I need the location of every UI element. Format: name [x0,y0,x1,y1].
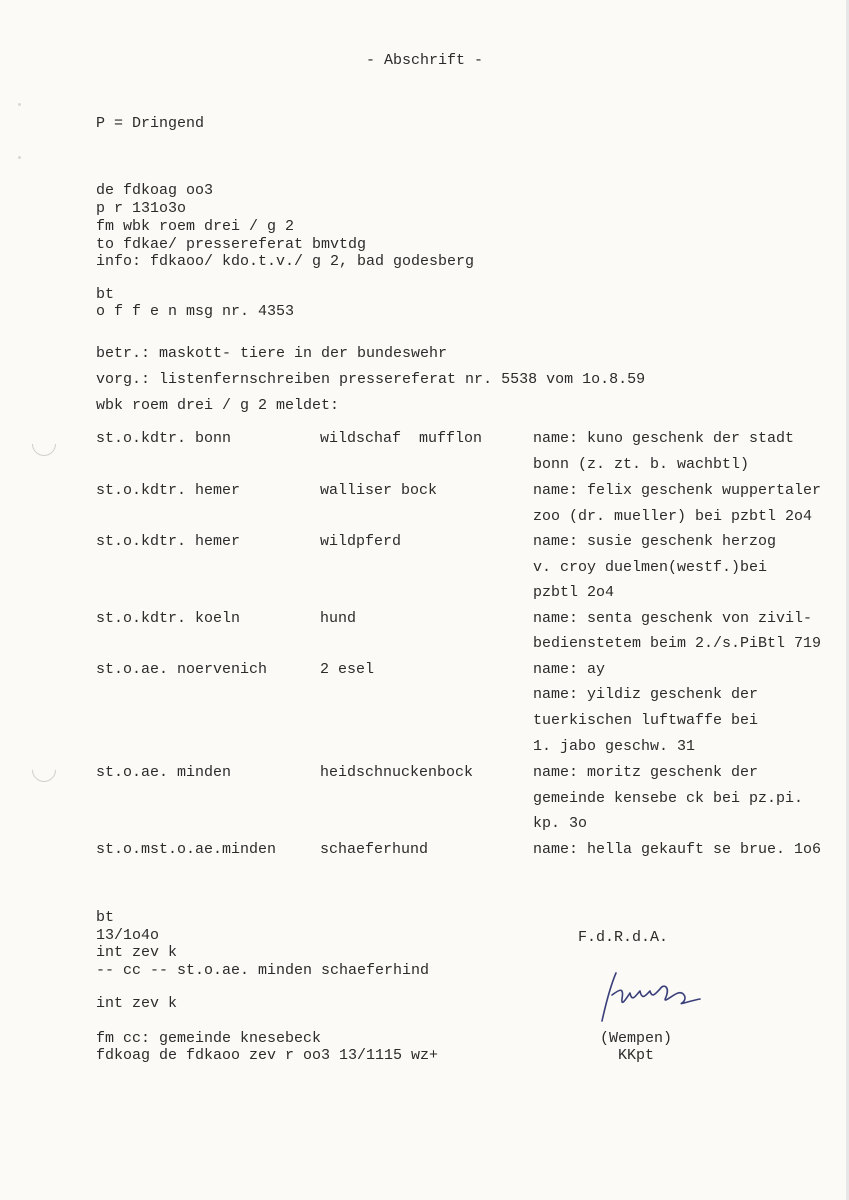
table-cell-animal: schaeferhund [320,841,429,858]
routing-line: p r 131o3o [96,200,187,217]
table-cell-animal: heidschnuckenbock [320,764,474,781]
punch-hole-mark [27,753,61,787]
table-cell-unit: st.o.ae. minden [96,764,232,781]
bt-marker: bt [96,286,115,303]
table-cell-animal: hund [320,610,357,627]
table-cell-unit: st.o.kdtr. hemer [96,533,241,550]
routing-line: de fdkoag oo3 [96,182,214,199]
table-cell-unit: st.o.kdtr. koeln [96,610,241,627]
handwritten-signature [598,965,708,1025]
signer-name: (Wempen) [600,1030,673,1047]
routing-line: info: fdkaoo/ kdo.t.v./ g 2, bad godesberg [96,253,475,270]
reference-line: vorg.: listenfernschreiben pressereferat nr. 5538 vom 1o.8.59 [96,371,646,388]
table-cell-detail: bedienstetem beim 2./s.PiBtl 719 [533,635,822,652]
paper-speck [18,103,21,106]
table-cell-detail: name: senta geschenk von zivil- [533,610,813,627]
footer-line: bt [96,909,115,926]
table-cell-detail: tuerkischen luftwaffe bei [533,712,759,729]
table-cell-detail: v. croy duelmen(westf.)bei [533,559,768,576]
table-cell-animal: 2 esel [320,661,375,678]
footer-line: 13/1o4o [96,927,160,944]
table-cell-detail: bonn (z. zt. b. wachbtl) [533,456,750,473]
footer-line: int zev k [96,995,178,1012]
table-cell-detail: name: hella gekauft se brue. 1o6 [533,841,822,858]
table-cell-detail: name: kuno geschenk der stadt [533,430,795,447]
table-cell-detail: name: yildiz geschenk der [533,686,759,703]
footer-line: fm cc: gemeinde knesebeck [96,1030,322,1047]
table-cell-detail: name: felix geschenk wuppertaler [533,482,822,499]
intro-line: wbk roem drei / g 2 meldet: [96,397,340,414]
certification-mark: F.d.R.d.A. [578,929,669,946]
routing-line: to fdkae/ pressereferat bmvtdg [96,236,367,253]
table-cell-detail: pzbtl 2o4 [533,584,615,601]
footer-line: fdkoag de fdkaoo zev r oo3 13/1115 wz+ [96,1047,439,1064]
table-cell-detail: kp. 3o [533,815,588,832]
punch-hole-mark [27,427,61,461]
table-cell-detail: 1. jabo geschw. 31 [533,738,696,755]
table-cell-unit: st.o.ae. noervenich [96,661,268,678]
subject-line: betr.: maskott- tiere in der bundeswehr [96,345,448,362]
table-cell-animal: wildschaf mufflon [320,430,483,447]
table-cell-unit: st.o.kdtr. bonn [96,430,232,447]
table-cell-detail: name: moritz geschenk der [533,764,759,781]
table-cell-detail: zoo (dr. mueller) bei pzbtl 2o4 [533,508,813,525]
table-cell-detail: gemeinde kensebe ck bei pz.pi. [533,790,804,807]
table-cell-detail: name: ay [533,661,606,678]
routing-line: fm wbk roem drei / g 2 [96,218,295,235]
table-cell-animal: walliser bock [320,482,438,499]
page-title: - Abschrift - [366,52,484,69]
footer-line: -- cc -- st.o.ae. minden schaeferhind [96,962,430,979]
message-number: o f f e n msg nr. 4353 [96,303,295,320]
paper-speck [18,156,21,159]
signer-rank: KKpt [618,1047,655,1064]
table-cell-animal: wildpferd [320,533,402,550]
table-cell-unit: st.o.mst.o.ae.minden [96,841,277,858]
priority-line: P = Dringend [96,115,205,132]
footer-line: int zev k [96,944,178,961]
table-cell-unit: st.o.kdtr. hemer [96,482,241,499]
table-cell-detail: name: susie geschenk herzog [533,533,777,550]
